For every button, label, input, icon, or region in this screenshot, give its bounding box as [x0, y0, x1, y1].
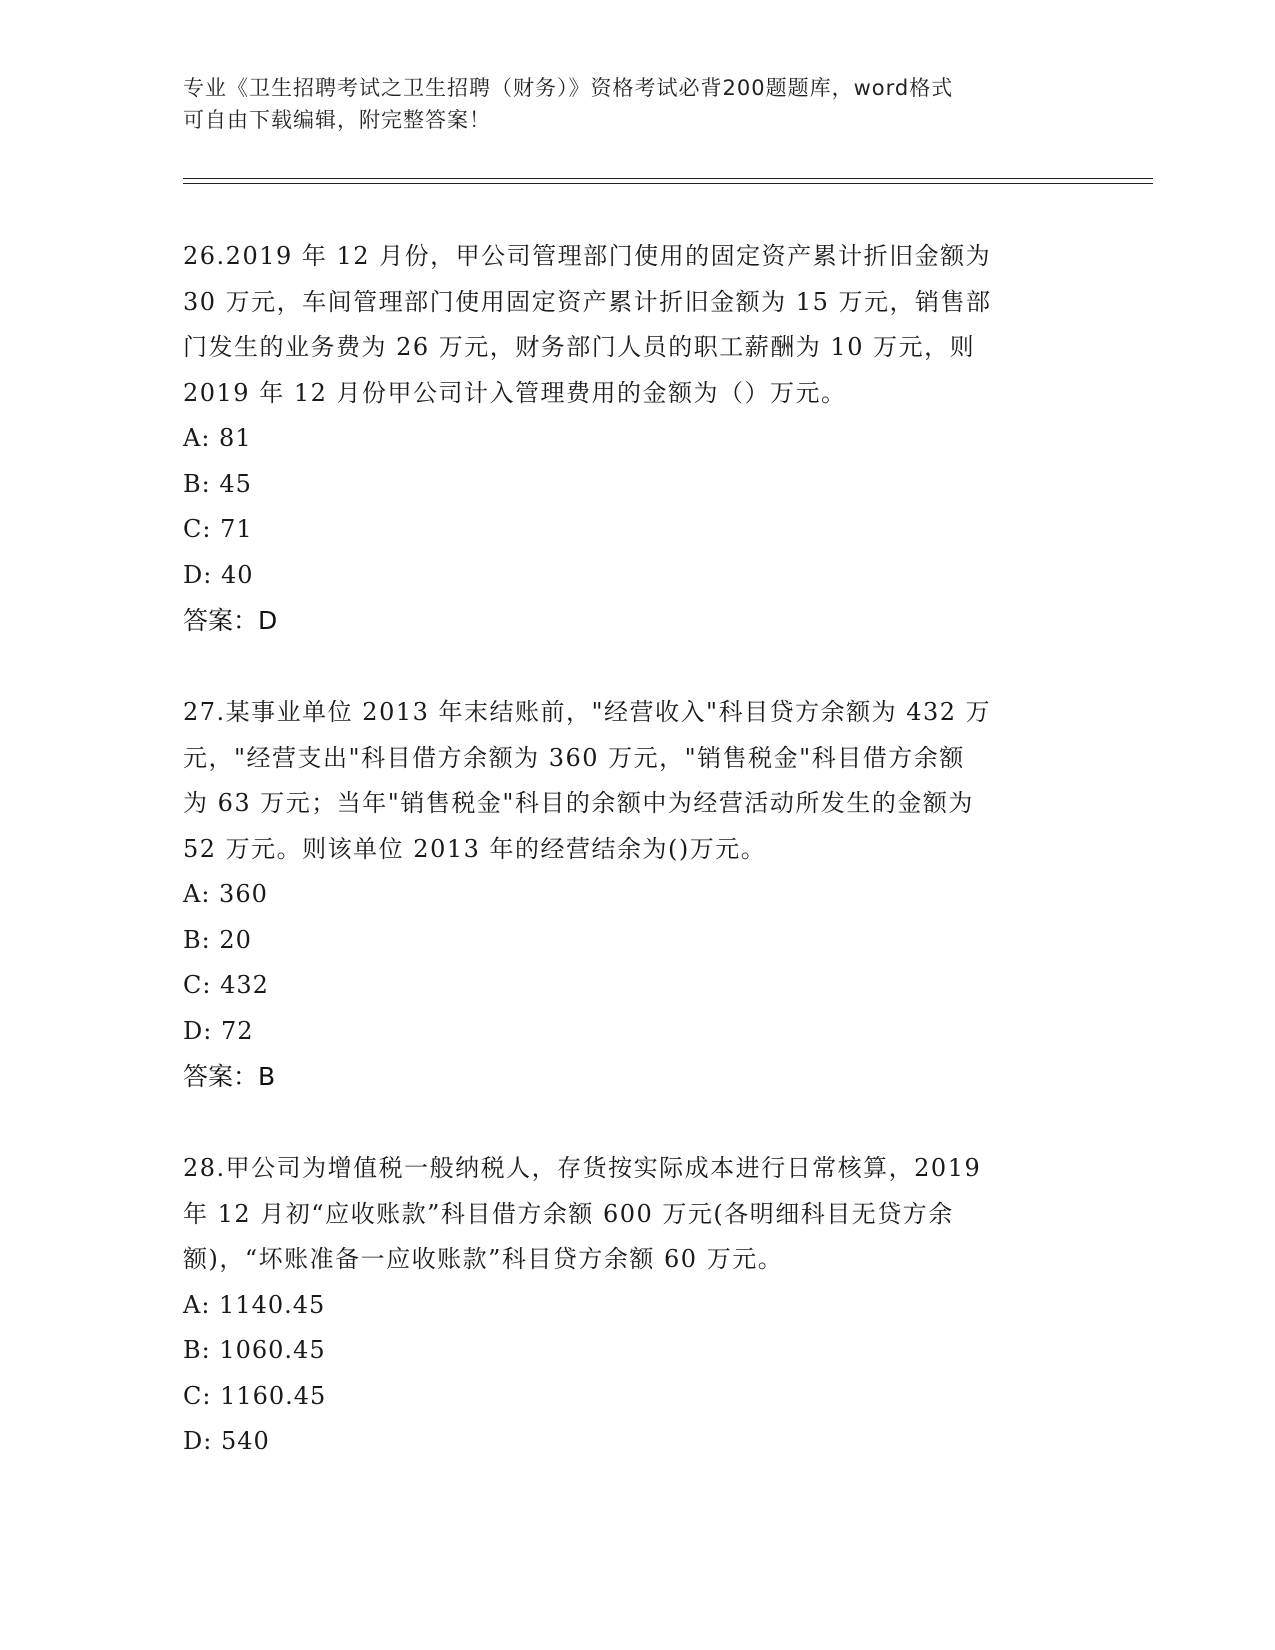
option-b: B: 45 [183, 469, 252, 498]
option-b: B: 1060.45 [183, 1336, 326, 1364]
answer-line: 答案：B [183, 1062, 276, 1091]
option-a: A: 1140.45 [183, 1290, 326, 1319]
option-d: D: 72 [183, 1016, 254, 1045]
question-stem-line: 28.甲公司为增值税一般纳税人，存货按实际成本进行日常核算，2019 [183, 1154, 982, 1182]
question-27 [183, 690, 1073, 1100]
header-divider-bottom [183, 183, 1153, 184]
option-c: C: 1160.45 [183, 1381, 327, 1410]
question-28 [183, 1146, 1073, 1465]
question-stem-line: 门发生的业务费为 26 万元，财务部门人员的职工薪酬为 10 万元，则 [183, 333, 976, 361]
question-stem-line: 年 12 月初“应收账款”科目借方余额 600 万元(各明细科目无贷方余 [183, 1199, 954, 1228]
option-a: A: 81 [183, 424, 252, 452]
option-d: D: 40 [183, 560, 254, 589]
answer-line: 答案：D [183, 606, 278, 635]
option-c: C: 71 [183, 515, 253, 543]
question-stem-line: 26.2019 年 12 月份，甲公司管理部门使用的固定资产累计折旧金额为 [183, 242, 992, 270]
option-b: B: 20 [183, 925, 252, 954]
option-d: D: 540 [183, 1427, 270, 1455]
option-a: A: 360 [183, 880, 268, 908]
header-divider-top [183, 178, 1153, 179]
question-stem-line: 30 万元，车间管理部门使用固定资产累计折旧金额为 15 万元，销售部 [183, 287, 992, 316]
document-header [183, 72, 1063, 136]
question-stem-line: 为 63 万元；当年"销售税金"科目的余额中为经营活动所发生的金额为 [183, 789, 974, 817]
question-stem-line: 额)，“坏账准备一应收账款”科目贷方余额 60 万元。 [183, 1245, 784, 1273]
question-stem-line: 元，"经营支出"科目借方余额为 360 万元，"销售税金"科目借方余额 [183, 743, 965, 772]
question-stem-line: 52 万元。则该单位 2013 年的经营结余为()万元。 [183, 834, 767, 863]
question-stem-line: 27.某事业单位 2013 年末结账前，"经营收入"科目贷方余额为 432 万 [183, 698, 992, 726]
question-26 [183, 234, 1073, 644]
header-line-1: 专业《卫生招聘考试之卫生招聘（财务）》资格考试必背200题题库，word格式 [183, 76, 954, 100]
header-line-2: 可自由下载编辑，附完整答案！ [183, 108, 491, 132]
option-c: C: 432 [183, 971, 269, 999]
question-stem-line: 2019 年 12 月份甲公司计入管理费用的金额为（）万元。 [183, 378, 847, 407]
